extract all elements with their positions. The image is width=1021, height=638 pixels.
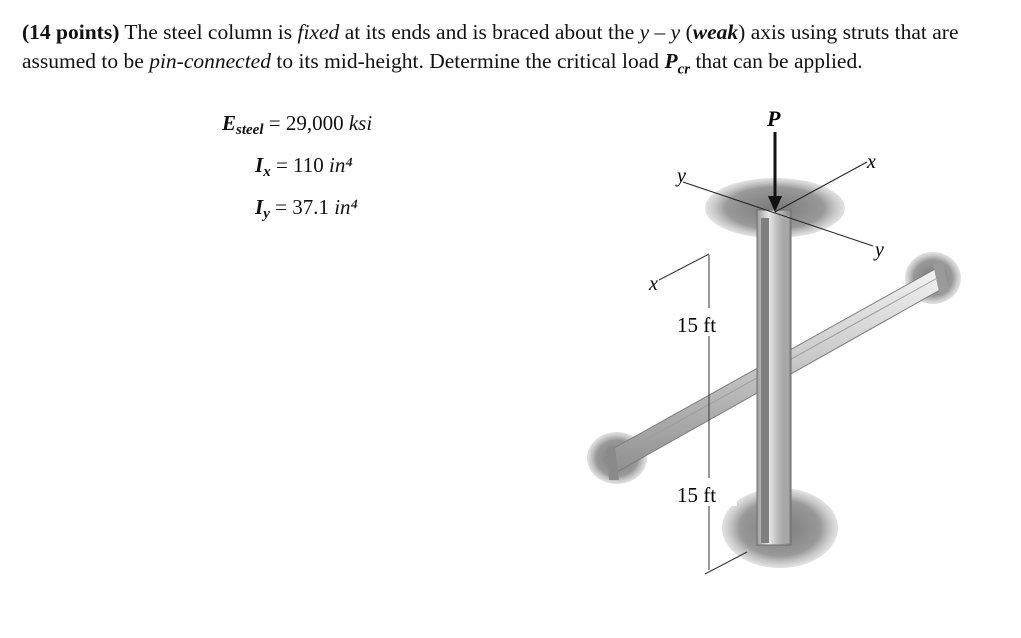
column-flange-back [783, 216, 789, 543]
modulus-equation: $E_{steel} = 29,000$ ksi [222, 111, 373, 138]
pin-connected-emphasis: pin-connected [149, 49, 271, 73]
pcr-symbol: $P_{cr}$ [664, 49, 691, 78]
ix-equation: $I_x = 110$ in⁴ [255, 153, 353, 180]
problem-statement: (14 points) The steel column is fixed at its ends and is braced about the y – y (weak) axis using struts that are assumed to be pin-connected to its mid-height. Determine the critical load $P_{cr}$ that can be applied. [22, 20, 959, 78]
dim-extension-bottom [705, 552, 747, 574]
axis-label-y-top-left: y [677, 165, 686, 187]
axis-label-x-left: x [649, 273, 658, 295]
dim-label-upper: 15 ft [677, 313, 717, 337]
axis-label-y-right: y [875, 239, 884, 261]
iy-equation: $I_y = 37.1$ in⁴ [255, 195, 358, 222]
dim-extension-top [659, 254, 709, 280]
column-figure [575, 100, 975, 600]
load-label: P [767, 106, 781, 131]
weak-emphasis: weak [692, 20, 739, 44]
fixed-emphasis: fixed [297, 20, 340, 44]
axis-label-x-top: x [867, 151, 876, 173]
axis-label: y – y [639, 20, 681, 44]
column-flange-front [761, 218, 769, 543]
dim-label-lower: 15 ft [677, 483, 717, 507]
points-label: (14 points) [22, 20, 120, 44]
